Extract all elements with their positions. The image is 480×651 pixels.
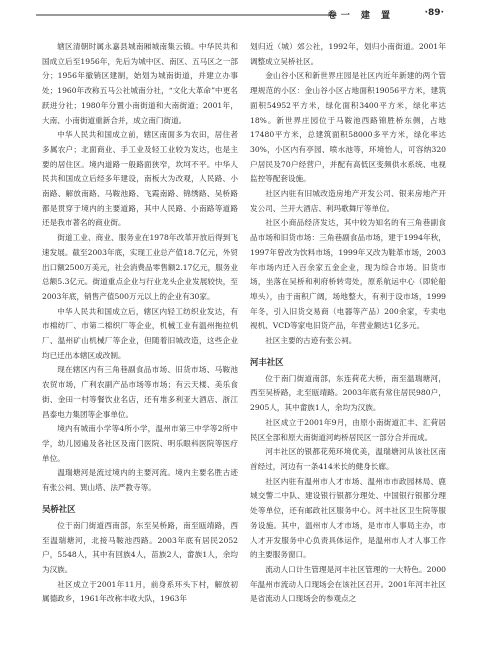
right-column [250, 40, 446, 607]
section-heading-hefeng: 河丰社区 [250, 356, 284, 367]
page-header [36, 8, 444, 22]
paragraph: 河丰社区的银都花苑环境优美，温瑞塘河从该社区南首经过，河边有一条414米长的健身长廊。 [250, 447, 446, 471]
paragraph: 金山谷小区和新世界庄园是社区内近年新建的两个管理规范的小区：金山谷小区占地面积19056平方米，建筑面积54952平方米，绿化面积3400平方米，绿化率达18%。新世界庄园位于马鞍池西路锦胜桥东侧，占地17480平方米，总建筑面积58000多平方米，绿化率达30%，小区内有亭园、喷水池等，环境怡人，可容纳320户居民及70户经营户，并配有高低区变频供水系统、电视监控等配套设施。 [250, 71, 446, 184]
paragraph: 中华人民共和国成立后，辖区内轻工纺织业发达，有市棉纺厂、市第二棉织厂等企业，机械工业有温州拖拉机厂、温州矿山机械厂等企业，但随着旧城改造，这些企业均已迁出本辖区或改制。 [42, 306, 238, 360]
left-column [42, 40, 238, 607]
paragraph: 社区主要的古迹有张公祠。 [265, 336, 357, 346]
paragraph: 街道工业、商业、服务业在1978年改革开放后得到飞速发展。截至2003年底，实现工业总产值18.7亿元，外贸出口额2500万美元，社会消费品零售额2.17亿元，服务业总额5.3亿元。街道重点企业与行业龙头企业发展较快，至2003年底，销售产值500万元以上的企业有30家。 [42, 233, 238, 301]
chapter-title: 卷一 建 置 [327, 11, 394, 21]
paragraph: 社区内驻有温州市人才市场、温州市市政园林局、鹿城交警二中队、建设银行银都分理处、中国银行银都分理处等单位，还有邮政社区服务中心。河丰社区卫生院等服务设施。其中，温州市人才市场，是市市人事局主办，市人才开发服务中心负责具体运作，是温州市人才人事工作的主要服务窗口。 [250, 476, 446, 560]
paragraph: 社区成立于2001年11月，前身系环头下村，解放初属德政乡，1961年改称丰收大队，1963年 [42, 579, 238, 604]
paragraph: 划归近（城）郊公社，1992年，划归小南街道。2001年调整成立吴桥社区。 [250, 42, 446, 66]
page-number: ·89· [424, 8, 444, 18]
paragraph: 社区成立于2001年9月，由原小南街道汇丰、汇荷居民区全部和原大南街道河屿桥居民区一部分合并而成。 [250, 417, 446, 442]
paragraph: 流动人口计生管理是河丰社区管理的一大特色。2000年温州市流动人口现场会在该社区召开。2001年河丰社区是省流动人口现场会的参观点之 [250, 564, 446, 604]
paragraph: 温瑞塘河是流过境内的主要河流。境内主要名胜古迹有张公祠、巽山塔、法严教寺等。 [42, 468, 238, 493]
paragraph: 境内有城南小学等4所小学，温州市第三中学等2所中学，幼儿园遍及各社区及南门医院、明乐眼科医院等医疗单位。 [42, 424, 238, 463]
paragraph: 社区内驻有旧城改造房地产开发公司、银来房地产开发公司、兰开大酒店、利玛歌舞厅等单位。 [250, 189, 446, 213]
paragraph: 位于南门街道南部，东连荷花大桥，南至温瑞塘河，西至吴桥路，北至瓯靖路。2003年底有常住居民980户，2905人，其中畲族1人，余均为汉族。 [250, 373, 446, 413]
header-rule [36, 14, 336, 16]
paragraph: 中华人民共和国成立前，辖区南面多为农田，居住者多属农户；北面商业、手工业及轻工业较为发达，也是主要的居住区。境内道路一般路面狭窄，坎坷不平。中华人民共和国成立后经多年建设，南板大为改观，人民路、小南路、解放南路、马鞍池路、飞霞南路、锦绣路、吴桥路都是贯穿于境内的主要道路，其中人民路、小南路等道路还是我市著名的商业街。 [42, 130, 238, 228]
paragraph: 辖区清朝时属永嘉县城南厢城南集云镇。中华民共和国成立后至1956年，先后为城中区、南区、五马区之一部分；1956年撤销区建制，始划为城南街道，并建立办事处；1960年改称五马公社城南分社，“文化大革命”中更名跃进分社；1980年分置小南街道和大南街道；2001年，大南、小南街道重新合并，成立南门街道。 [42, 42, 238, 125]
section-heading-wuqiao: 吴桥社区 [42, 503, 76, 514]
paragraph: 社区小商品经济发达，其中较为知名的有三角巷副食品市场和旧货市场：三角巷副食品市场，建于1994年秋，1997年曾改为饮料市场，1999年又改为鞋革市场，2003年市场内迁入百余家五金企业，现为综合市场。旧货市场，坐落在吴桥和利府桥转弯处，原系航运中心（即轮船埠头），由于南积广阔，场地整大，有利于设市场，1999年冬，引入旧货交易商（电器等产品）200余家，专卖电视机、VCD等家电旧货产品，年营业额达1亿多元。 [250, 218, 446, 331]
paragraph: 现在辖区内有三角巷副食品市场、旧货市场、马鞍池农贸市场，广利农副产品市场等市场；有云天楼、美乐食街、金田一村等餐饮业名店，还有堆多利亚大酒店、浙江昌泰电力集团等企事单位。 [42, 365, 238, 419]
paragraph: 位于南门街道西南部，东至吴桥路，南至瓯靖路，西至温瑞塘河，北接马鞍池西路。2003年底有居民2052户，5548人，其中有回族4人，苗族2人，畲族1人，余均为汉族。 [42, 520, 238, 574]
